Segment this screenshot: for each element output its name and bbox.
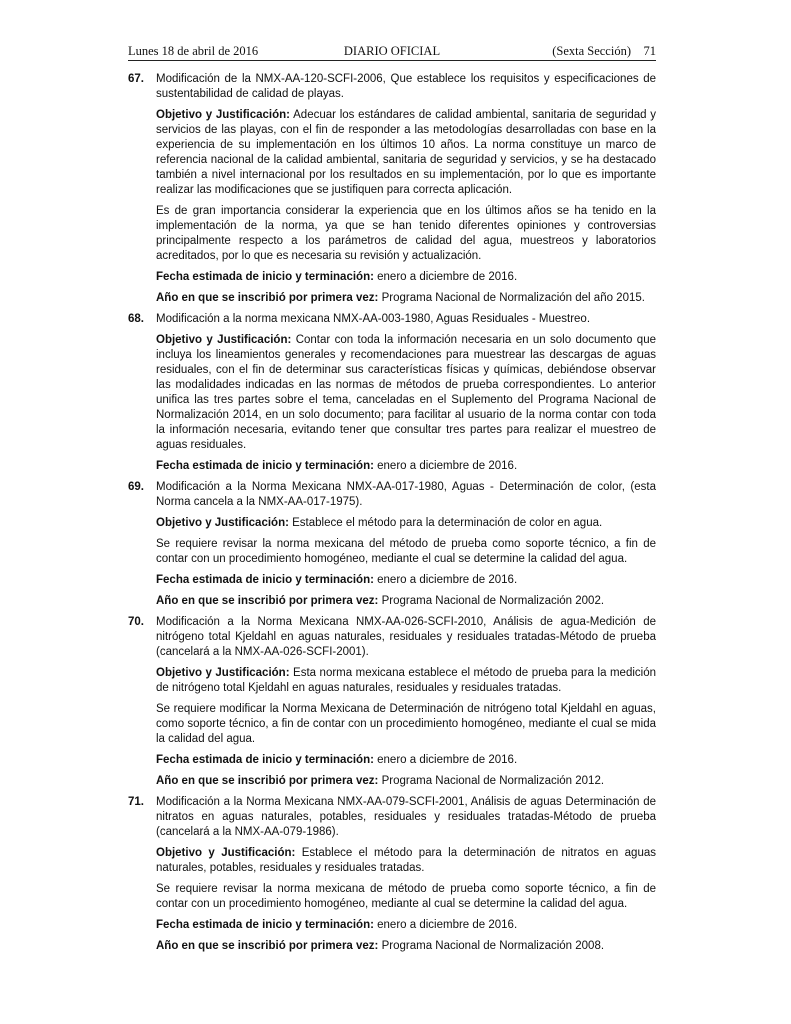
objetivo-text: Contar con toda la información necesaria en un solo documento que incluya los lineamientos generales y recomendaciones para muestrear las descargas de aguas residuales, con el fin de determinar sus características físicas y químicas, debiéndose observar las modalidades indicadas en las normas de métodos de prueba correspondientes. Lo anterior unifica las tres partes sobre el tema, canceladas en el Suplemento del Programa Nacional de Normalización 2014, en un solo documento; para facilitar al usuario de la norma contar con toda la información necesaria, evitando tener que consultar tres partes para realizar el muestreo de aguas residuales.: [156, 334, 656, 451]
anio-label: Año en que se inscribió por primera vez:: [156, 775, 379, 787]
objetivo-paragraph: [156, 666, 656, 696]
objetivo-label: Objetivo y Justificación:: [156, 847, 296, 859]
anio-text: Programa Nacional de Normalización 2008.: [381, 940, 605, 952]
fecha-text: enero a diciembre de 2016.: [377, 754, 518, 766]
header-page-number: 71: [643, 44, 656, 58]
entry-title: Modificación a la Norma Mexicana NMX-AA-079-SCFI-2001, Análisis de aguas Determinación de nitratos en aguas naturales, potables, residuales y residuales tratadas-Método de prueba (cancelará a la NMX-AA-079-1986).: [156, 796, 656, 838]
anio-paragraph: [156, 939, 656, 954]
anio-paragraph: [156, 774, 656, 789]
anio-label: Año en que se inscribió por primera vez:: [156, 940, 379, 952]
document-body: [128, 72, 656, 960]
entry-69: [128, 480, 656, 609]
entry-number: 67.: [128, 73, 144, 85]
header-section-page: [552, 44, 656, 59]
fecha-paragraph: [156, 270, 656, 285]
entry-title: Modificación a la Norma Mexicana NMX-AA-026-SCFI-2010, Análisis de agua-Medición de nitrógeno total Kjeldahl en aguas naturales, residuales y residuales tratadas-Método de prueba (cancelará a la NMX-AA-026-SCFI-2001).: [156, 616, 656, 658]
fecha-paragraph: [156, 918, 656, 933]
entry-70: [128, 615, 656, 789]
fecha-label: Fecha estimada de inicio y terminación:: [156, 271, 374, 283]
entry-number: 68.: [128, 313, 144, 325]
objetivo-text: Adecuar los estándares de calidad ambiental, sanitaria de seguridad y servicios de las playas, con el fin de responder a las metodologías desarrolladas con base en la experiencia de su implementación en los últimos 10 años. La norma constituye un marco de referencia nacional de la calidad ambiental, sanitaria de seguridad y servicios, y se ha destacado también a nivel internacional por los resultados en su implementación, por lo que es importante realizar las modificaciones que se justifiquen para correcta aplicación.: [156, 109, 657, 196]
anio-text: Programa Nacional de Normalización del año 2015.: [381, 292, 645, 304]
header-date: Lunes 18 de abril de 2016: [128, 44, 259, 58]
objetivo-text: Establece el método para la determinación de color en agua.: [292, 517, 603, 529]
fecha-label: Fecha estimada de inicio y terminación:: [156, 574, 374, 586]
objetivo-paragraph: [156, 333, 656, 453]
extra-paragraph: Se requiere modificar la Norma Mexicana de Determinación de nitrógeno total Kjeldahl en aguas, como soporte técnico, a fin de contar con un procedimiento homogéneo, mediante el cual se mida la calidad del agua.: [156, 703, 656, 745]
entry-number: 71.: [128, 796, 144, 808]
objetivo-paragraph: [156, 846, 656, 876]
fecha-paragraph: [156, 753, 656, 768]
entry-title: Modificación a la norma mexicana NMX-AA-003-1980, Aguas Residuales - Muestreo.: [156, 313, 591, 325]
anio-text: Programa Nacional de Normalización 2002.: [381, 595, 605, 607]
objetivo-label: Objetivo y Justificación:: [156, 334, 292, 346]
entry-68: [128, 312, 656, 474]
fecha-paragraph: [156, 573, 656, 588]
entry-71: [128, 795, 656, 954]
header-section: (Sexta Sección): [552, 44, 631, 58]
fecha-label: Fecha estimada de inicio y terminación:: [156, 754, 374, 766]
entry-number: 70.: [128, 616, 144, 628]
entry-title: Modificación a la Norma Mexicana NMX-AA-017-1980, Aguas - Determinación de color, (esta Norma cancela a la NMX-AA-017-1975).: [156, 481, 656, 508]
anio-text: Programa Nacional de Normalización 2012.: [381, 775, 605, 787]
objetivo-paragraph: [156, 108, 656, 198]
extra-paragraph: Se requiere revisar la norma mexicana de método de prueba como soporte técnico, a fin de contar con un procedimiento homogéneo, mediante al cual se determine la calidad del agua.: [156, 883, 656, 910]
extra-paragraph: Se requiere revisar la norma mexicana del método de prueba como soporte técnico, a fin de contar con un procedimiento homogéneo, mediante el cual se determine la calidad del agua.: [156, 538, 656, 565]
entry-number: 69.: [128, 481, 144, 493]
anio-paragraph: [156, 594, 656, 609]
objetivo-label: Objetivo y Justificación:: [156, 667, 290, 679]
anio-label: Año en que se inscribió por primera vez:: [156, 595, 379, 607]
objetivo-label: Objetivo y Justificación:: [156, 517, 289, 529]
fecha-text: enero a diciembre de 2016.: [377, 919, 518, 931]
fecha-label: Fecha estimada de inicio y terminación:: [156, 919, 374, 931]
fecha-text: enero a diciembre de 2016.: [377, 460, 518, 472]
anio-paragraph: [156, 291, 656, 306]
anio-label: Año en que se inscribió por primera vez:: [156, 292, 379, 304]
entry-67: [128, 72, 656, 306]
page-header: [128, 44, 656, 61]
fecha-label: Fecha estimada de inicio y terminación:: [156, 460, 374, 472]
objetivo-text: Establece el método para la determinación de nitratos en aguas naturales, potables, residuales y residuales tratadas.: [156, 847, 656, 874]
objetivo-paragraph: [156, 516, 656, 531]
objetivo-label: Objetivo y Justificación:: [156, 109, 291, 121]
fecha-paragraph: [156, 459, 656, 474]
fecha-text: enero a diciembre de 2016.: [377, 271, 518, 283]
objetivo-text: Esta norma mexicana establece el método de prueba para la medición de nitrógeno total Kjeldahl en aguas naturales, residuales y residuales tratadas.: [156, 667, 657, 694]
fecha-text: enero a diciembre de 2016.: [377, 574, 518, 586]
entry-title: Modificación de la NMX-AA-120-SCFI-2006, Que establece los requisitos y especificaciones de sustentabilidad de calidad de playas.: [156, 73, 656, 100]
header-publication: DIARIO OFICIAL: [343, 44, 441, 58]
extra-paragraph: Es de gran importancia considerar la experiencia que en los últimos años se ha tenido en la implementación de la norma, ya que se han tenido diferentes opiniones y controversias principalmente respecto a los parámetros de calidad del agua, muestreos y laboratorios acreditados, por lo que es necesaria su revisión y actualización.: [156, 205, 656, 262]
